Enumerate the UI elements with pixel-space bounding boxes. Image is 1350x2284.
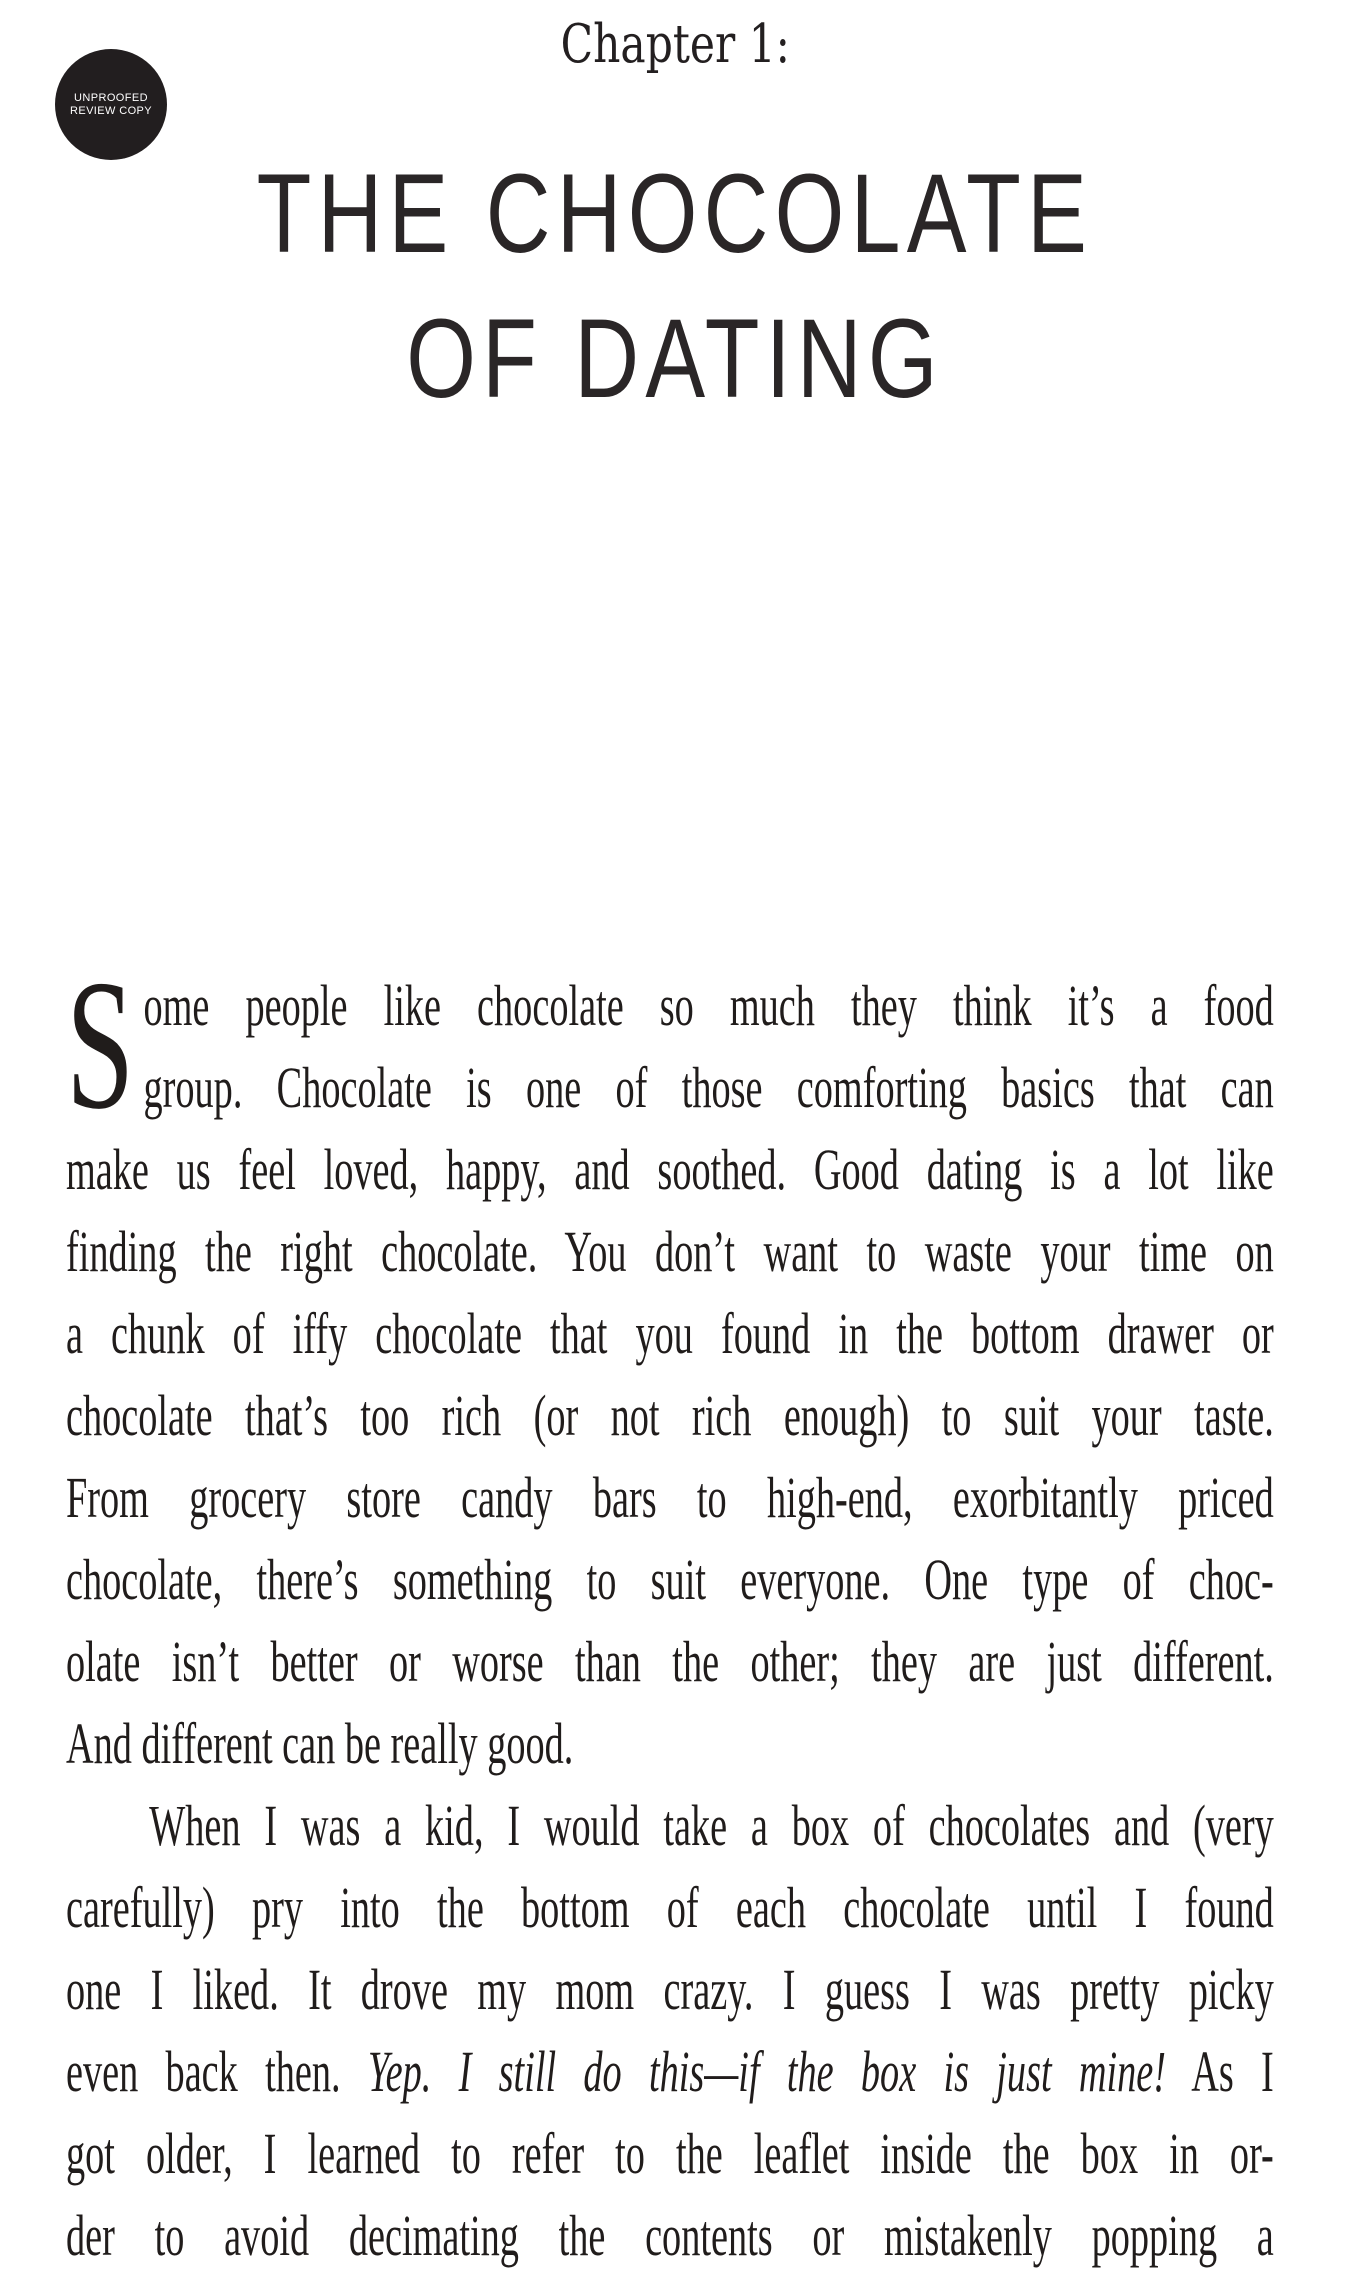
chapter-label bbox=[0, 14, 1350, 76]
chapter-label-text: Chapter 1: bbox=[560, 14, 790, 75]
text-line: even back then. Yep. I still do this—if the box is just mine! As I bbox=[66, 2039, 1274, 2104]
text-line: group. Chocolate is one of those comforting basics that can bbox=[143, 1055, 1274, 1120]
text-line: a chunk of iffy chocolate that you found in the bottom drawer or bbox=[66, 1301, 1274, 1366]
paragraph-2 bbox=[66, 1785, 1274, 2277]
text-line: From grocery store candy bars to high-end, exorbitantly priced bbox=[66, 1465, 1274, 1530]
text-line: ome people like chocolate so much they think it’s a food bbox=[143, 973, 1274, 1038]
text-line: make us feel loved, happy, and soothed. Good dating is a lot like bbox=[66, 1137, 1274, 1202]
text-line: carefully) pry into the bottom of each chocolate until I found bbox=[66, 1875, 1274, 1940]
text-line: And different can be really good. bbox=[66, 1711, 574, 1776]
text-line: one I liked. It drove my mom crazy. I guess I was pretty picky bbox=[66, 1957, 1274, 2022]
chapter-title-line-2: OF DATING bbox=[406, 296, 944, 421]
text-line: got older, I learned to refer to the leaflet inside the box in or- bbox=[66, 2121, 1274, 2186]
text-line: chocolate, there’s something to suit everyone. One type of choc- bbox=[66, 1547, 1274, 1612]
text-line: olate isn’t better or worse than the other; they are just different. bbox=[66, 1629, 1274, 1694]
chapter-title bbox=[0, 141, 1350, 431]
text-line: chocolate that’s too rich (or not rich enough) to suit your taste. bbox=[66, 1383, 1274, 1448]
drop-cap: S bbox=[66, 942, 135, 1148]
text-line: When I was a kid, I would take a box of chocolates and (very bbox=[149, 1793, 1274, 1858]
paragraph-1 bbox=[66, 942, 1274, 1785]
body-text bbox=[66, 942, 1274, 2277]
chapter-title-line-1: THE CHOCOLATE bbox=[256, 151, 1094, 276]
text-line: der to avoid decimating the contents or mistakenly popping a bbox=[66, 2203, 1274, 2268]
badge-line-1: UNPROOFED bbox=[74, 91, 148, 104]
badge-line-2: REVIEW COPY bbox=[69, 104, 153, 117]
text-line: finding the right chocolate. You don’t want to waste your time on bbox=[66, 1219, 1274, 1284]
